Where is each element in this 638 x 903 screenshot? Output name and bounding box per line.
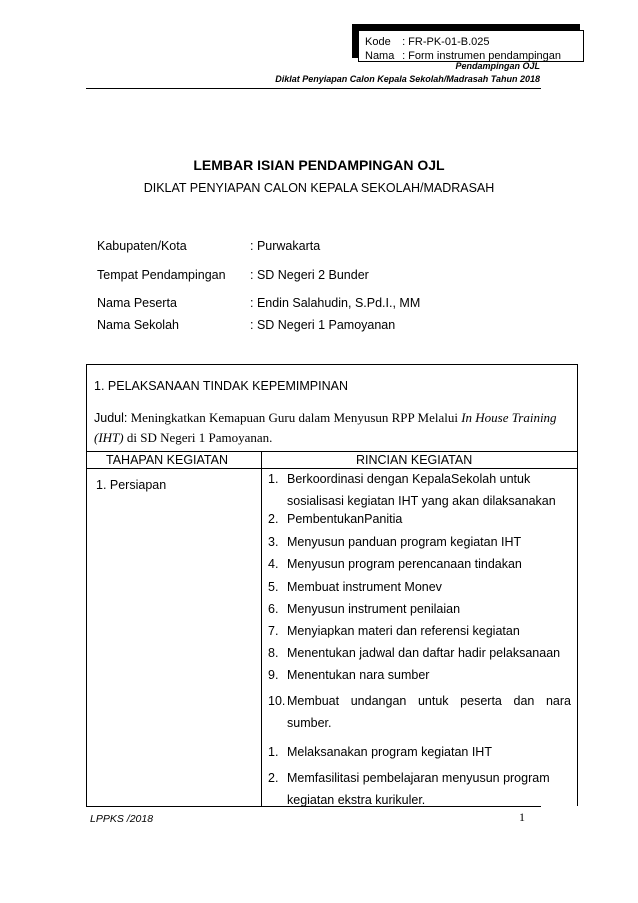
header-line-1: Pendampingan OJL: [455, 61, 540, 71]
footer-label: LPPKS /2018: [90, 813, 154, 825]
nama-label: Nama: [365, 50, 395, 62]
col-header-tahapan: TAHAPAN KEGIATAN: [106, 453, 229, 467]
kabupaten-label: Kabupaten/Kota: [97, 239, 187, 253]
section-title: 1. PELAKSANAAN TINDAK KEPEMIMPINAN: [94, 379, 349, 393]
kabupaten-value: : Purwakarta: [250, 239, 321, 253]
judul-text-2: di SD Negeri 1 Pamoyanan.: [123, 430, 273, 445]
header-divider: [86, 88, 541, 89]
tempat-value: : SD Negeri 2 Bunder: [250, 268, 369, 282]
footer-divider: [86, 806, 541, 807]
kode-label: Kode: [365, 36, 391, 48]
sekolah-label: Nama Sekolah: [97, 318, 179, 332]
sekolah-value: : SD Negeri 1 Pamoyanan: [250, 318, 396, 332]
header-line-2: Diklat Penyiapan Calon Kepala Sekolah/Madrasah Tahun 2018: [275, 74, 540, 84]
tempat-label: Tempat Pendampingan: [97, 268, 226, 282]
kode-value: : FR-PK-01-B.025: [402, 36, 490, 48]
page-number: 1: [519, 810, 525, 824]
judul-italic: In House Training (IHT): [94, 410, 557, 445]
table-column-divider: [261, 451, 262, 806]
page-title: LEMBAR ISIAN PENDAMPINGAN OJL: [193, 157, 445, 173]
section-judul: [94, 408, 568, 448]
table-top-border: [86, 451, 578, 452]
page-subtitle: DIKLAT PENYIAPAN CALON KEPALA SEKOLAH/MADRASAH: [143, 181, 495, 195]
col-header-rincian: RINCIAN KEGIATAN: [356, 453, 473, 467]
peserta-label: Nama Peserta: [97, 296, 177, 310]
step-persiapan: 1. Persiapan: [96, 478, 167, 492]
peserta-value: : Endin Salahudin, S.Pd.I., MM: [250, 296, 421, 310]
judul-text-1: Meningkatkan Kemapuan Guru dalam Menyusun RPP Melalui: [127, 410, 462, 425]
nama-value: : Form instrumen pendampingan: [402, 50, 562, 62]
judul-label: Judul:: [94, 411, 128, 425]
form-code-box: [358, 30, 584, 62]
